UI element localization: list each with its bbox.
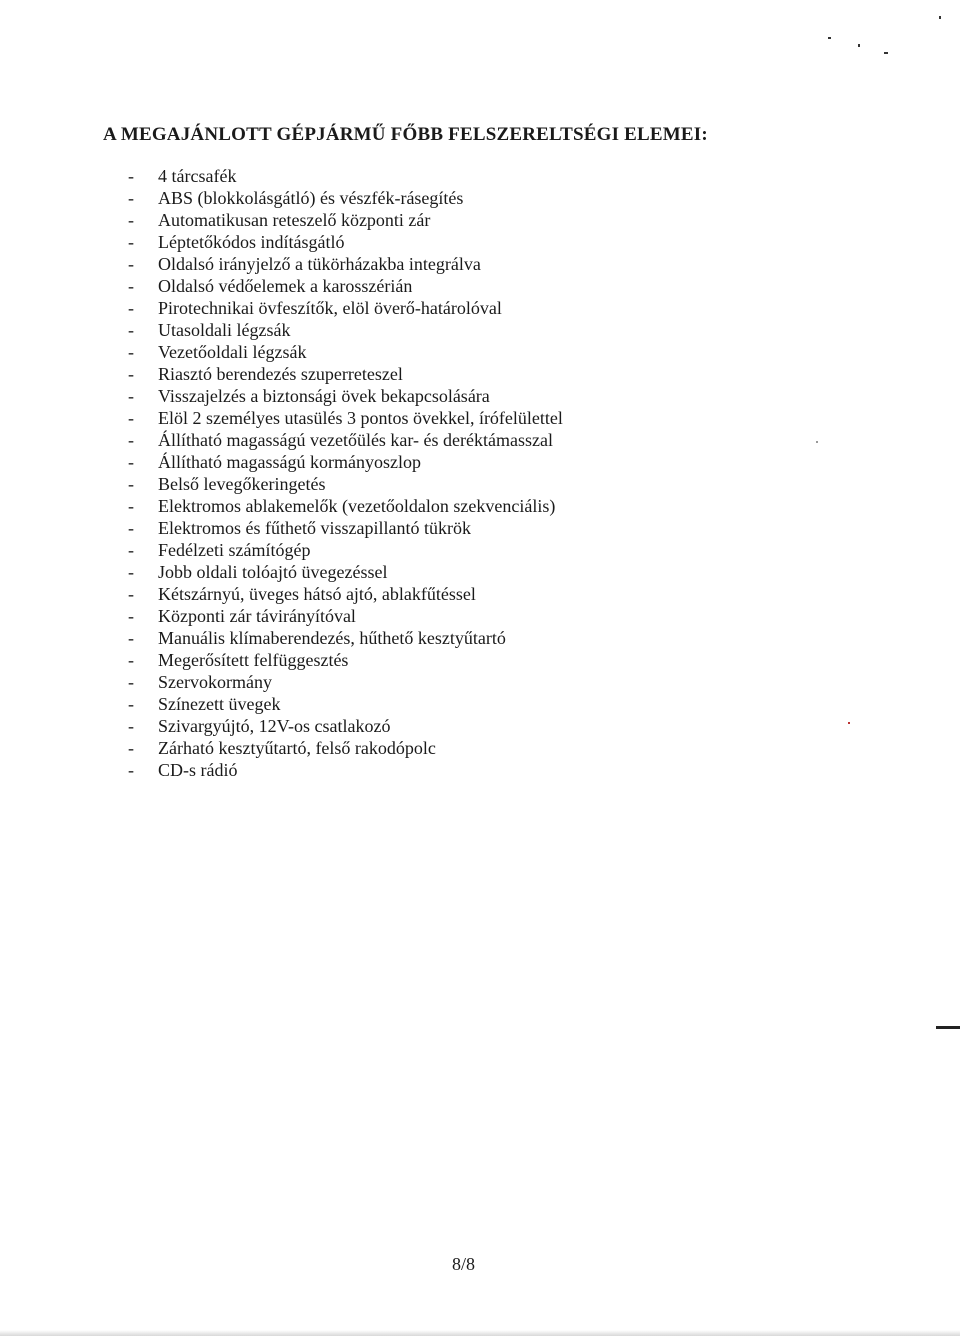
list-item [122, 693, 563, 715]
list-item-text: 4 tárcsafék [158, 166, 237, 186]
list-bullet: - [128, 188, 134, 208]
scan-speck [848, 722, 850, 724]
list-item-text: Fedélzeti számítógép [158, 540, 311, 560]
list-item-text: Állítható magasságú vezetőülés kar- és deréktámasszal [158, 430, 553, 450]
list-bullet: - [128, 386, 134, 406]
page-number: 8/8 [452, 1254, 476, 1274]
list-item [122, 649, 563, 671]
list-item-text: Elektromos ablakemelők (vezetőoldalon szekvenciális) [158, 496, 556, 516]
list-item-text: Belső levegőkeringetés [158, 474, 326, 494]
list-bullet: - [128, 276, 134, 296]
list-item [122, 737, 563, 759]
list-bullet: - [128, 430, 134, 450]
list-bullet: - [128, 474, 134, 494]
list-item [122, 363, 563, 385]
list-item-text: Színezett üvegek [158, 694, 281, 714]
list-item [122, 517, 563, 539]
list-bullet: - [128, 518, 134, 538]
list-item-text: Automatikusan reteszelő központi zár [158, 210, 431, 230]
list-item-text: Szervokormány [158, 672, 272, 692]
list-item [122, 231, 563, 253]
list-item [122, 671, 563, 693]
list-bullet: - [128, 210, 134, 230]
list-item [122, 319, 563, 341]
list-bullet: - [128, 760, 134, 780]
list-item-text: Jobb oldali tolóajtó üvegezéssel [158, 562, 388, 582]
list-item-text: Riasztó berendezés szuperreteszel [158, 364, 403, 384]
scan-speck [828, 37, 831, 39]
document-title: A MEGAJÁNLOTT GÉPJÁRMŰ FŐBB FELSZERELTSÉGI ELEMEI: [103, 124, 708, 145]
list-bullet: - [128, 408, 134, 428]
list-bullet: - [128, 320, 134, 340]
list-item [122, 187, 563, 209]
list-item [122, 297, 563, 319]
list-item [122, 759, 563, 781]
list-item-text: Utasoldali légzsák [158, 320, 291, 340]
list-item [122, 253, 563, 275]
list-item-text: Szivargyújtó, 12V-os csatlakozó [158, 716, 391, 736]
list-item [122, 495, 563, 517]
list-bullet: - [128, 562, 134, 582]
list-bullet: - [128, 540, 134, 560]
scan-speck [884, 52, 888, 54]
list-item-text: Kétszárnyú, üveges hátsó ajtó, ablakfűtéssel [158, 584, 476, 604]
list-bullet: - [128, 166, 134, 186]
list-item [122, 209, 563, 231]
list-bullet: - [128, 694, 134, 714]
list-item [122, 385, 563, 407]
list-bullet: - [128, 496, 134, 516]
list-item [122, 341, 563, 363]
list-item-text: Léptetőkódos indításgátló [158, 232, 345, 252]
list-item [122, 165, 563, 187]
list-item [122, 429, 563, 451]
list-item-text: Vezetőoldali légzsák [158, 342, 307, 362]
list-bullet: - [128, 738, 134, 758]
list-item-text: Oldalsó védőelemek a karosszérián [158, 276, 413, 296]
list-item-text: Megerősített felfüggesztés [158, 650, 349, 670]
list-item-text: Manuális klímaberendezés, hűthető kesztyűtartó [158, 628, 506, 648]
list-item [122, 275, 563, 297]
list-item-text: Elektromos és fűthető visszapillantó tükrök [158, 518, 471, 538]
list-bullet: - [128, 298, 134, 318]
list-item-text: Állítható magasságú kormányoszlop [158, 452, 421, 472]
list-bullet: - [128, 342, 134, 362]
list-bullet: - [128, 628, 134, 648]
list-item [122, 561, 563, 583]
list-bullet: - [128, 716, 134, 736]
scan-speck [858, 44, 860, 47]
scan-bottom-edge [0, 1330, 960, 1336]
list-item-text: CD-s rádió [158, 760, 238, 780]
list-bullet: - [128, 254, 134, 274]
list-bullet: - [128, 364, 134, 384]
list-item [122, 473, 563, 495]
feature-list [122, 165, 563, 781]
list-item-text: ABS (blokkolásgátló) és vészfék-rásegítés [158, 188, 464, 208]
scan-speck [816, 441, 818, 443]
list-item [122, 715, 563, 737]
scan-edge-mark [936, 1026, 960, 1029]
list-item [122, 539, 563, 561]
list-item-text: Elöl 2 személyes utasülés 3 pontos övekkel, írófelülettel [158, 408, 563, 428]
list-item [122, 583, 563, 605]
list-bullet: - [128, 672, 134, 692]
list-item-text: Oldalsó irányjelző a tükörházakba integrálva [158, 254, 481, 274]
list-item [122, 627, 563, 649]
list-bullet: - [128, 452, 134, 472]
list-item [122, 407, 563, 429]
list-item [122, 451, 563, 473]
list-item-text: Központi zár távirányítóval [158, 606, 356, 626]
scan-speck [939, 16, 941, 19]
list-bullet: - [128, 232, 134, 252]
list-item-text: Zárható kesztyűtartó, felső rakodópolc [158, 738, 436, 758]
list-item [122, 605, 563, 627]
list-bullet: - [128, 584, 134, 604]
list-bullet: - [128, 650, 134, 670]
list-item-text: Visszajelzés a biztonsági övek bekapcsolására [158, 386, 490, 406]
list-item-text: Pirotechnikai övfeszítők, elöl överő-határolóval [158, 298, 502, 318]
list-bullet: - [128, 606, 134, 626]
